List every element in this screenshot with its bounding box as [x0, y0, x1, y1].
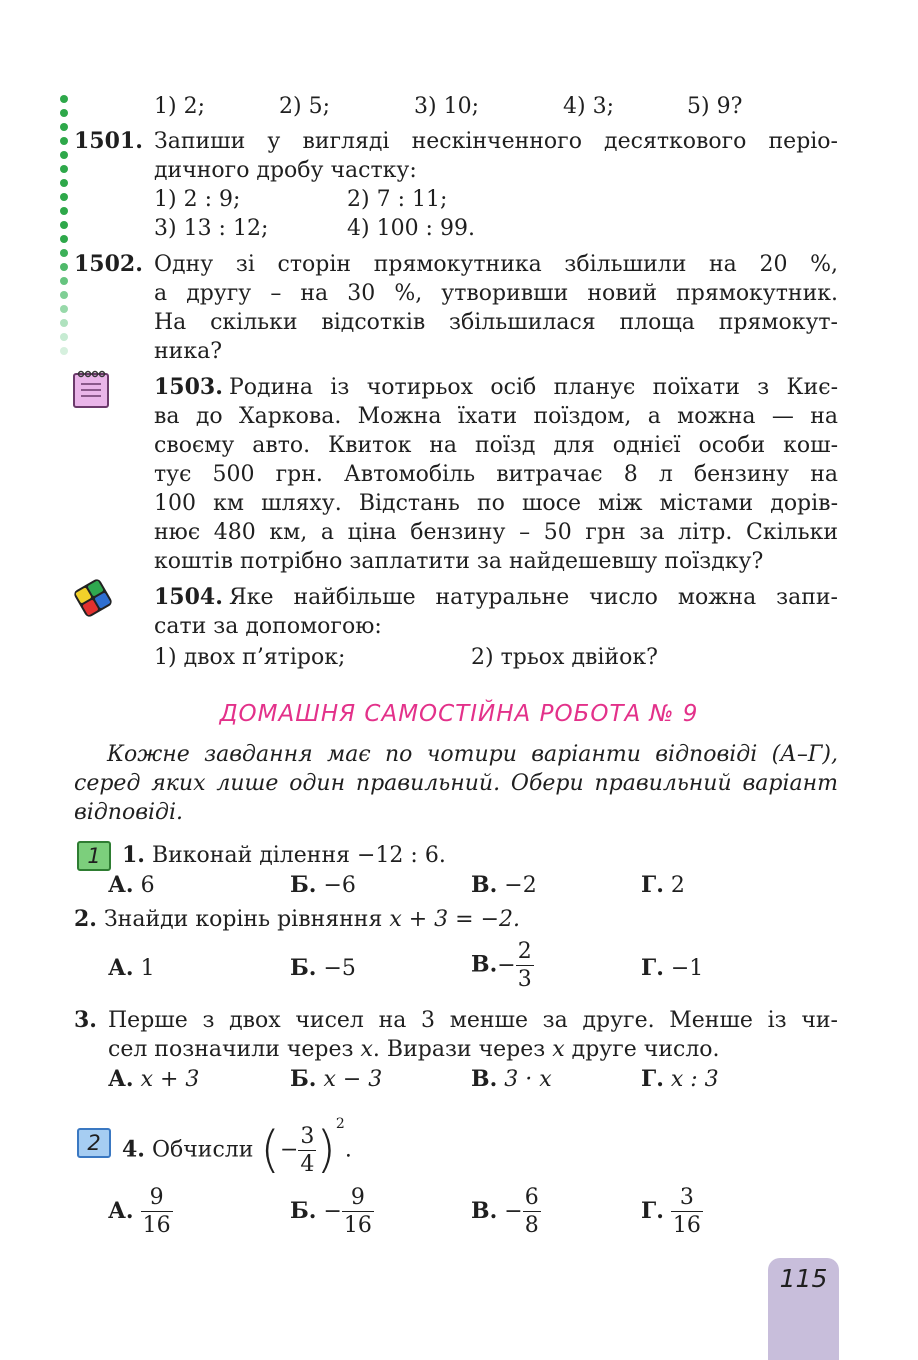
- page-number: 115: [779, 1264, 828, 1293]
- task-1500-option: 3) 10;: [414, 94, 479, 119]
- section-intro: відповіді.: [74, 800, 184, 825]
- fraction-sign: −: [504, 1199, 523, 1224]
- fraction-denominator: 16: [672, 1213, 701, 1238]
- answer-value: 3 · x: [504, 1067, 552, 1092]
- answer-option: [108, 1065, 199, 1094]
- task-text: Запиши у вигляді нескінченного десяткового періо-: [154, 129, 838, 154]
- task-text: дичного дробу частку:: [154, 158, 417, 183]
- answer-letter: Б.: [290, 1198, 317, 1224]
- task-text: На скільки відсотків збільшилася площа прямокут-: [154, 310, 838, 335]
- notebook-icon: [72, 369, 110, 409]
- answer-letter: В.: [471, 1066, 498, 1092]
- answer-value: 6: [140, 873, 155, 898]
- answer-letter: В.: [471, 1198, 498, 1224]
- question-4: [122, 1110, 352, 1178]
- answer-option: [641, 1065, 719, 1094]
- answer-letter: Б.: [290, 955, 317, 981]
- text-part: друге число.: [564, 1037, 720, 1062]
- answer-letter: Г.: [641, 955, 664, 981]
- answer-value: −5: [323, 956, 356, 981]
- task-text: ва до Харкова. Можна їхати поїздом, а можна — на: [154, 404, 838, 429]
- answer-option: [290, 1184, 374, 1239]
- task-option: 4) 100 : 99.: [347, 216, 475, 241]
- task-number: 1502.: [74, 251, 143, 277]
- task-1500-option: 5) 9?: [687, 94, 743, 119]
- answer-letter: Г.: [641, 1198, 664, 1224]
- task-1500-option: 4) 3;: [563, 94, 614, 119]
- task-option: 2) трьох двійок?: [471, 645, 658, 670]
- fraction-numerator: 3: [300, 1123, 315, 1149]
- answer-option: [108, 871, 155, 900]
- answer-option: [290, 1065, 382, 1094]
- margin-dots: [60, 95, 70, 360]
- task-1500-option: 1) 2;: [154, 94, 205, 119]
- answer-value: 1: [140, 956, 155, 981]
- text-part: сел позначили через: [108, 1037, 361, 1062]
- fraction-numerator: 2: [517, 939, 532, 964]
- text-part: . Вирази через: [372, 1037, 553, 1062]
- variable: x: [552, 1037, 565, 1062]
- question-1: [122, 841, 446, 870]
- task-text: нює 480 км, а ціна бензину – 50 грн за літр. Скільки: [154, 520, 838, 545]
- task-text: а другу – на 30 %, утворивши новий прямокутник.: [154, 281, 838, 306]
- task-text: Яке найбільше натуральне число можна запи-: [229, 585, 838, 610]
- task-number: 1501.: [74, 128, 143, 154]
- fraction-sign: −: [323, 1199, 342, 1224]
- open-paren: (: [260, 1120, 280, 1179]
- rubik-cube-icon: [72, 576, 114, 620]
- fraction-denominator: 3: [517, 967, 532, 992]
- question-number: 4.: [122, 1136, 145, 1163]
- answer-letter: А.: [108, 1198, 134, 1224]
- sentence-end: .: [344, 1137, 352, 1163]
- fraction: [516, 938, 534, 993]
- answer-letter: В.: [471, 951, 498, 978]
- fraction-numerator: 9: [350, 1185, 365, 1210]
- question-number: 2.: [74, 906, 97, 932]
- level-2-badge: 2: [77, 1128, 111, 1158]
- answer-option: [471, 1065, 552, 1094]
- answer-option: [108, 1184, 173, 1239]
- answer-value: x + 3: [140, 1067, 200, 1092]
- task-text: Родина із чотирьох осіб планує поїхати з Киє-: [229, 375, 838, 400]
- task-text: Одну зі сторін прямокутника збільшили на 20 %,: [154, 252, 838, 277]
- task-text: коштів потрібно заплатити за найдешевшу поїздку?: [154, 549, 764, 574]
- task-number: 1504.: [154, 584, 223, 610]
- question-2: [74, 905, 520, 934]
- fraction-numerator: 9: [149, 1185, 164, 1210]
- question-text: Обчисли: [151, 1137, 254, 1163]
- answer-letter: В.: [471, 872, 498, 898]
- question-text: Виконай ділення −12 : 6.: [151, 843, 446, 868]
- fraction-denominator: 16: [343, 1213, 372, 1238]
- task-number: 1503.: [154, 374, 223, 400]
- answer-option: [108, 954, 155, 983]
- fraction: [523, 1184, 541, 1239]
- answer-value: 2: [670, 873, 685, 898]
- answer-value: −1: [670, 956, 704, 981]
- answer-option: [641, 954, 703, 983]
- answer-value: x − 3: [323, 1067, 383, 1092]
- task-text: тує 500 грн. Автомобіль витрачає 8 л бензину на: [154, 462, 838, 487]
- equation: x + 3 = −2.: [389, 907, 520, 932]
- question-text: Знайди корінь рівняння: [103, 907, 390, 932]
- fraction: [141, 1184, 173, 1239]
- fraction-denominator: 4: [300, 1151, 315, 1177]
- question-text: Перше з двох чисел на 3 менше за друге. Менше із чи-: [108, 1008, 838, 1033]
- answer-option: [471, 938, 534, 993]
- answer-option: [641, 1184, 703, 1239]
- answer-option: [641, 871, 685, 900]
- variable: x: [360, 1037, 373, 1062]
- answer-option: [290, 871, 356, 900]
- answer-value: x : 3: [670, 1067, 719, 1092]
- fraction-denominator: 8: [524, 1213, 539, 1238]
- fraction-sign: −: [279, 1137, 299, 1163]
- fraction-numerator: 6: [524, 1185, 539, 1210]
- section-heading: ДОМАШНЯ САМОСТІЙНА РОБОТА № 9: [219, 701, 699, 727]
- answer-letter: Б.: [290, 1066, 317, 1092]
- exponent: 2: [335, 1116, 345, 1132]
- fraction: [298, 1123, 316, 1178]
- answer-letter: А.: [108, 1066, 134, 1092]
- question-number: 1.: [122, 842, 145, 868]
- fraction-denominator: 16: [142, 1213, 171, 1238]
- answer-option: [471, 1184, 541, 1239]
- level-1-badge: 1: [77, 841, 111, 871]
- task-1500-option: 2) 5;: [279, 94, 330, 119]
- fraction: [671, 1184, 703, 1239]
- task-option: 1) двох п’ятірок;: [154, 645, 346, 670]
- answer-letter: Г.: [641, 1066, 664, 1092]
- task-option: 2) 7 : 11;: [347, 187, 448, 212]
- answer-letter: Б.: [290, 872, 317, 898]
- close-paren: ): [316, 1120, 336, 1179]
- fraction-numerator: 3: [679, 1185, 694, 1210]
- answer-value: −6: [323, 873, 356, 898]
- answer-value: −2: [504, 873, 537, 898]
- task-option: 3) 13 : 12;: [154, 216, 269, 241]
- task-text: сати за допомогою:: [154, 614, 382, 639]
- answer-letter: Г.: [641, 872, 664, 898]
- question-number: 3.: [74, 1007, 97, 1033]
- section-intro: серед яких лише один правильний. Обери правильний варіант: [74, 771, 838, 796]
- answer-option: [471, 871, 537, 900]
- section-intro: Кожне завдання має по чотири варіанти відповіді (А–Г),: [107, 742, 838, 767]
- fraction: [342, 1184, 374, 1239]
- task-text: своєму авто. Квиток на поїзд для однієї особи кош-: [154, 433, 838, 458]
- answer-option: [290, 954, 356, 983]
- fraction-sign: −: [497, 953, 516, 978]
- task-option: 1) 2 : 9;: [154, 187, 241, 212]
- task-text: 100 км шляху. Відстань по шосе між містами дорів-: [154, 491, 838, 516]
- answer-letter: А.: [108, 955, 134, 981]
- answer-letter: А.: [108, 872, 134, 898]
- question-text: [108, 1035, 720, 1064]
- task-text: ника?: [154, 339, 222, 364]
